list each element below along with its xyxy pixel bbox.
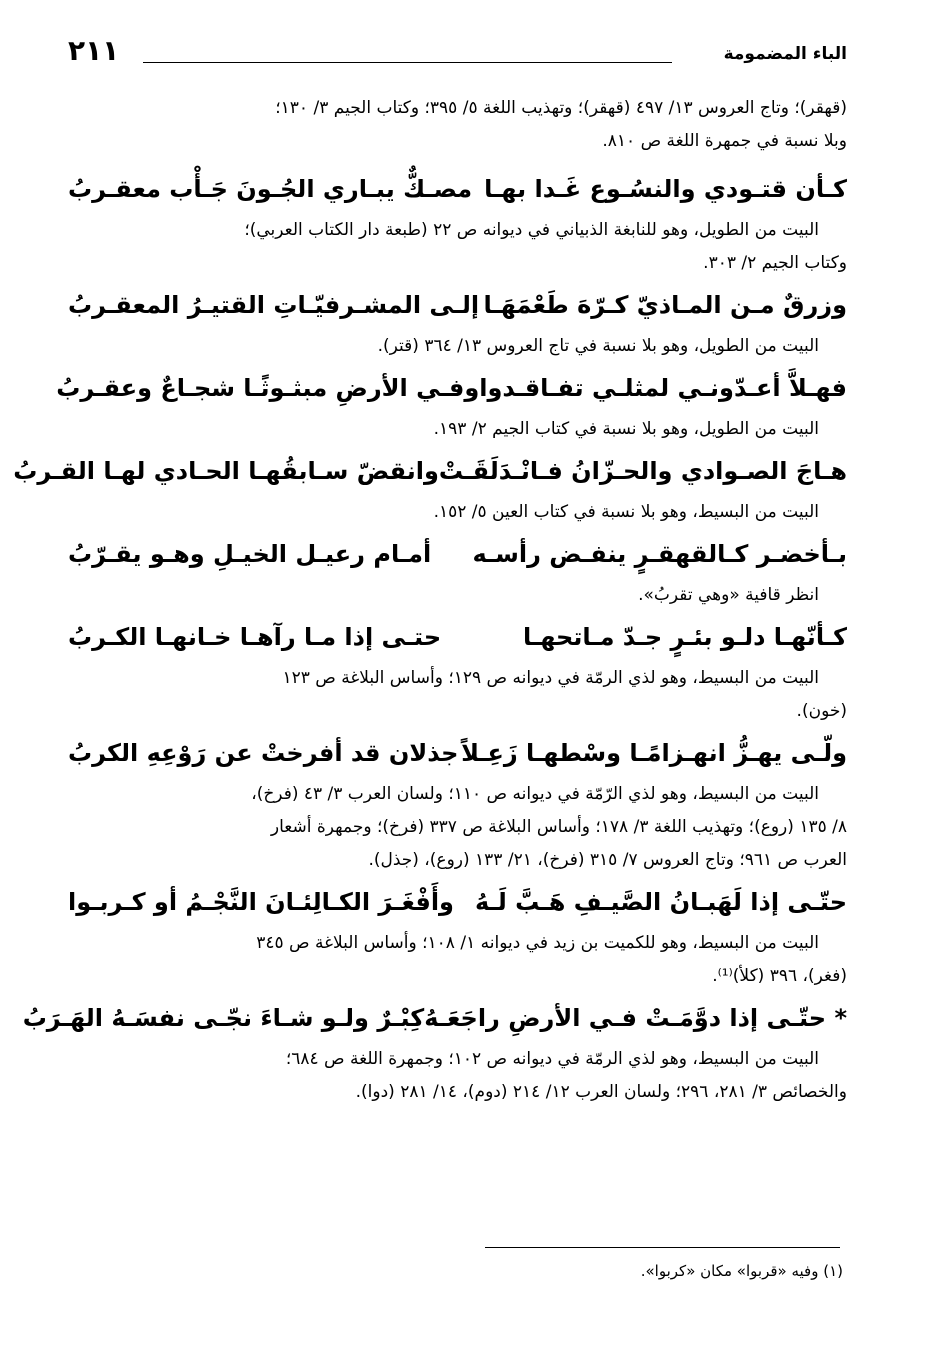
poem-entry <box>68 877 847 993</box>
note-line: البيت من البسيط، وهو لذي الرّمّة في ديوانه ص ١١٠؛ ولسان العرب ٣/ ٤٣ (فرخ)، <box>251 784 819 804</box>
verse <box>68 877 847 927</box>
note-line: (قهقر)؛ وتاج العروس ١٣/ ٤٩٧ (قهقر)؛ وتهذيب اللغة ٥/ ٣٩٥؛ وكتاب الجيم ٣/ ١٣٠؛ <box>275 98 847 118</box>
note-line: العرب ص ٩٦١؛ وتاج العروس ٧/ ٣١٥ (فرخ)، ٢١/ ١٣٣ (روع)، (جذل). <box>368 850 847 870</box>
source-note <box>68 778 847 877</box>
source-note <box>68 330 847 363</box>
source-note <box>68 927 847 993</box>
page-header <box>68 34 847 78</box>
footnote-rule <box>485 1247 840 1248</box>
second-hemistich: مصـكٌّ يبـاري الجُـونَ جَـأْب معقـربُ <box>68 175 473 203</box>
footnote: (١) وفيه «قربوا» مكان «كربوا». <box>640 1262 843 1280</box>
note-line: البيت من البسيط، وهو لذي الرمّة في ديوانه ص ١٢٩؛ وأساس البلاغة ص ١٢٣ <box>282 668 819 688</box>
first-hemistich: بـأخضـر كـالقهقـرٍ ينفـض رأسـه <box>472 540 847 568</box>
first-hemistich: وزرقٌ مـن المـاذيّ كـرّهَ طَعْمَهَـا <box>483 291 847 319</box>
verse <box>22 993 847 1043</box>
second-hemistich: جذلان قد أفرختْ عن رَوْعِهِ الكربُ <box>68 739 459 767</box>
note-line: (فغر)، ٣٩٦ (كلأ)⁽¹⁾. <box>712 966 847 986</box>
verse <box>68 612 847 662</box>
second-hemistich: وانقضّ سـابقُهـا الحـادي لهـا القـربُ <box>13 457 439 485</box>
verse <box>68 164 847 214</box>
source-note <box>68 579 847 612</box>
second-hemistich: وأَفْغَـرَ الكـالِئـانَ النَّجْـمُ أو كـربـوا <box>68 888 454 916</box>
poem-entry <box>22 993 847 1109</box>
second-hemistich: إلـى المشـرفيّـاتِ القتيـرُ المعقـربُ <box>68 291 480 319</box>
note-line: (خون). <box>796 701 847 721</box>
verse <box>56 363 847 413</box>
second-hemistich: وفـي الأرضِ مبثـوثًـا شجـاعٌ وعقـربُ <box>56 374 480 402</box>
note-line: والخصائص ٣/ ٢٨١، ٢٩٦؛ ولسان العرب ١٢/ ٢١٤ (دوم)، ١٤/ ٢٨١ (دوا). <box>355 1082 847 1102</box>
first-hemistich: * حتّـى إذا دوَّمَـتْ فـي الأرضِ راجَعَـهُ <box>424 1004 847 1032</box>
note-line: البيت من البسيط، وهو لذي الرمّة في ديوانه ص ١٠٢؛ وجمهرة اللغة ص ٦٨٤؛ <box>285 1049 819 1069</box>
second-hemistich: حتـى إذا مـا رآهـا خـانهـا الكـربُ <box>68 623 442 651</box>
first-hemistich: حتّـى إذا لَهَبـانُ الصَّيـفِ هَـبَّ لَـهُ <box>475 888 847 916</box>
source-note <box>68 662 847 728</box>
header-rule <box>143 62 672 63</box>
running-title: الباء المضمومة <box>723 44 847 64</box>
first-hemistich: كـأنّهـا دلـو بئـرٍ جـدّ مـاتحهـا <box>523 623 847 651</box>
poem-entry <box>56 363 847 446</box>
verse <box>13 446 847 496</box>
note-line: البيت من الطويل، وهو بلا نسبة في كتاب الجيم ٢/ ١٩٣. <box>433 419 819 439</box>
first-hemistich: هـاجَ الصـوادي والحـزّانُ فـانْـدَلَقَـتْ <box>438 457 847 485</box>
note-line: وبلا نسبة في جمهرة اللغة ص ٨١٠. <box>602 131 847 151</box>
page-number: ٢١١ <box>68 34 120 67</box>
second-hemistich: كِبْـرٌ ولـو شـاءَ نجّـى نفسَـهُ الهَـرَبُ <box>22 1004 425 1032</box>
note-line: البيت من الطويل، وهو للنابغة الذبياني في ديوانه ص ٢٢ (طبعة دار الكتاب العربي)؛ <box>244 220 819 240</box>
verse <box>68 280 847 330</box>
second-hemistich: أمـام رعيـل الخيـلِ وهـو يقـرّبُ <box>68 540 432 568</box>
poem-entry <box>68 728 847 877</box>
poem-entry <box>68 529 847 612</box>
note-line: البيت من البسيط، وهو بلا نسبة في كتاب العين ٥/ ١٥٢. <box>433 502 819 522</box>
poem-entry <box>68 612 847 728</box>
first-hemistich: ولّـى يهـزُّ انهـزامًـا وسْطهـا زَعِـلاً <box>461 739 847 767</box>
poem-entry <box>68 280 847 363</box>
verse <box>68 728 847 778</box>
intro-note <box>68 92 847 158</box>
poem-entry <box>68 164 847 280</box>
note-line: وكتاب الجيم ٢/ ٣٠٣. <box>703 253 847 273</box>
note-line: البيت من الطويل، وهو بلا نسبة في تاج العروس ١٣/ ٣٦٤ (قتر). <box>377 336 819 356</box>
source-note <box>68 413 847 446</box>
source-note <box>68 1043 847 1109</box>
poem-entry <box>13 446 847 529</box>
note-line: ٨/ ١٣٥ (روع)؛ وتهذيب اللغة ٣/ ١٧٨؛ وأساس البلاغة ص ٣٣٧ (فرخ)؛ وجمهرة أشعار <box>270 817 847 837</box>
note-line: انظر قافية «وهي تقربُ». <box>638 585 819 605</box>
first-hemistich: كـأن قتـودي والنسُـوع غَـدا بهـا <box>484 175 847 203</box>
verse <box>68 529 847 579</box>
note-line: البيت من البسيط، وهو للكميت بن زيد في ديوانه ١/ ١٠٨؛ وأساس البلاغة ص ٣٤٥ <box>256 933 819 953</box>
source-note <box>68 496 847 529</box>
source-note <box>68 214 847 280</box>
first-hemistich: فهـلاَّ أعـدّونـي لمثلـي تفـاقـدوا <box>479 374 847 402</box>
page-body <box>13 92 847 1109</box>
